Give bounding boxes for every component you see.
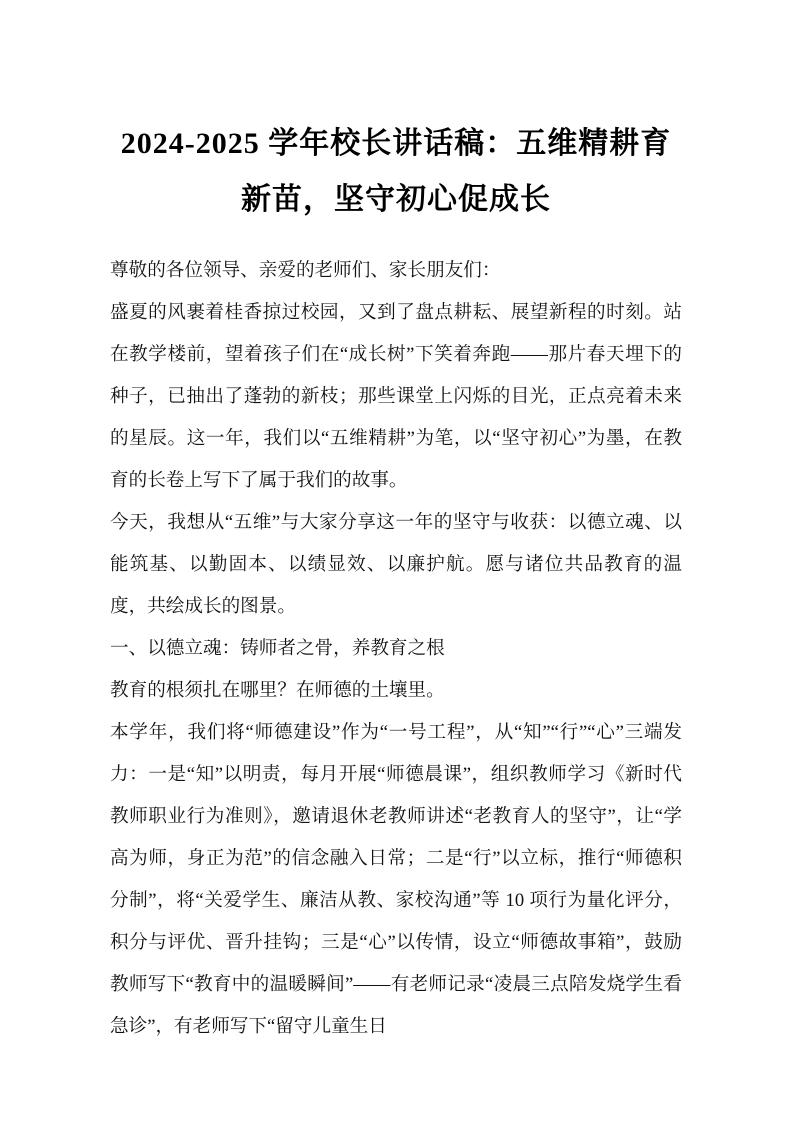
paragraph-lead-in: 教育的根须扎在哪里？在师德的土壤里。 (110, 680, 445, 701)
section-heading-1: 一、以德立魂：铸师者之骨，养教育之根 (110, 638, 445, 659)
paragraph-salutation: 尊敬的各位领导、亲爱的老师们、家长朋友们： (110, 260, 501, 281)
paragraph-opening: 盛夏的风裹着桂香掠过校园，又到了盘点耕耘、展望新程的时刻。站在教学楼前，望着孩子们在“成长树”下笑着奔跑——那片春天埋下的种子，已抽出了蓬勃的新枝；那些课堂上闪烁的目光，正点亮着未来的星辰。这一年，我们以“五维精耕”为笔，以“坚守初心”为墨，在教育的长卷上写下了属于我们的故事。 (110, 302, 682, 491)
document-content (110, 116, 682, 1048)
paragraph-overview: 今天，我想从“五维”与大家分享这一年的坚守与收获：以德立魂、以能筑基、以勤固本、以绩显效、以廉护航。愿与诸位共品教育的温度，共绘成长的图景。 (110, 512, 682, 617)
document-title: 2024-2025 学年校长讲话稿：五维精耕育新苗，坚守初心促成长 (120, 127, 672, 216)
document-body (110, 250, 682, 1048)
paragraph-section-1-body: 本学年，我们将“师德建设”作为“一号工程”，从“知”“行”“心”三端发力：一是“知”以明责，每月开展“师德晨课”，组织教师学习《新时代教师职业行为准则》，邀请退休老教师讲述“老教育人的坚守”，让“学高为师，身正为范”的信念融入日常；二是“行”以立标，推行“师德积分制”，将“关爱学生、廉洁从教、家校沟通”等 10 项行为量化评分，积分与评优、晋升挂钩；三是“心”以传情，设立“师德故事箱”，鼓励教师写下“教育中的温暖瞬间”——有老师记录“凌晨三点陪发烧学生看急诊”，有老师写下“留守儿童生日 (110, 722, 682, 1037)
